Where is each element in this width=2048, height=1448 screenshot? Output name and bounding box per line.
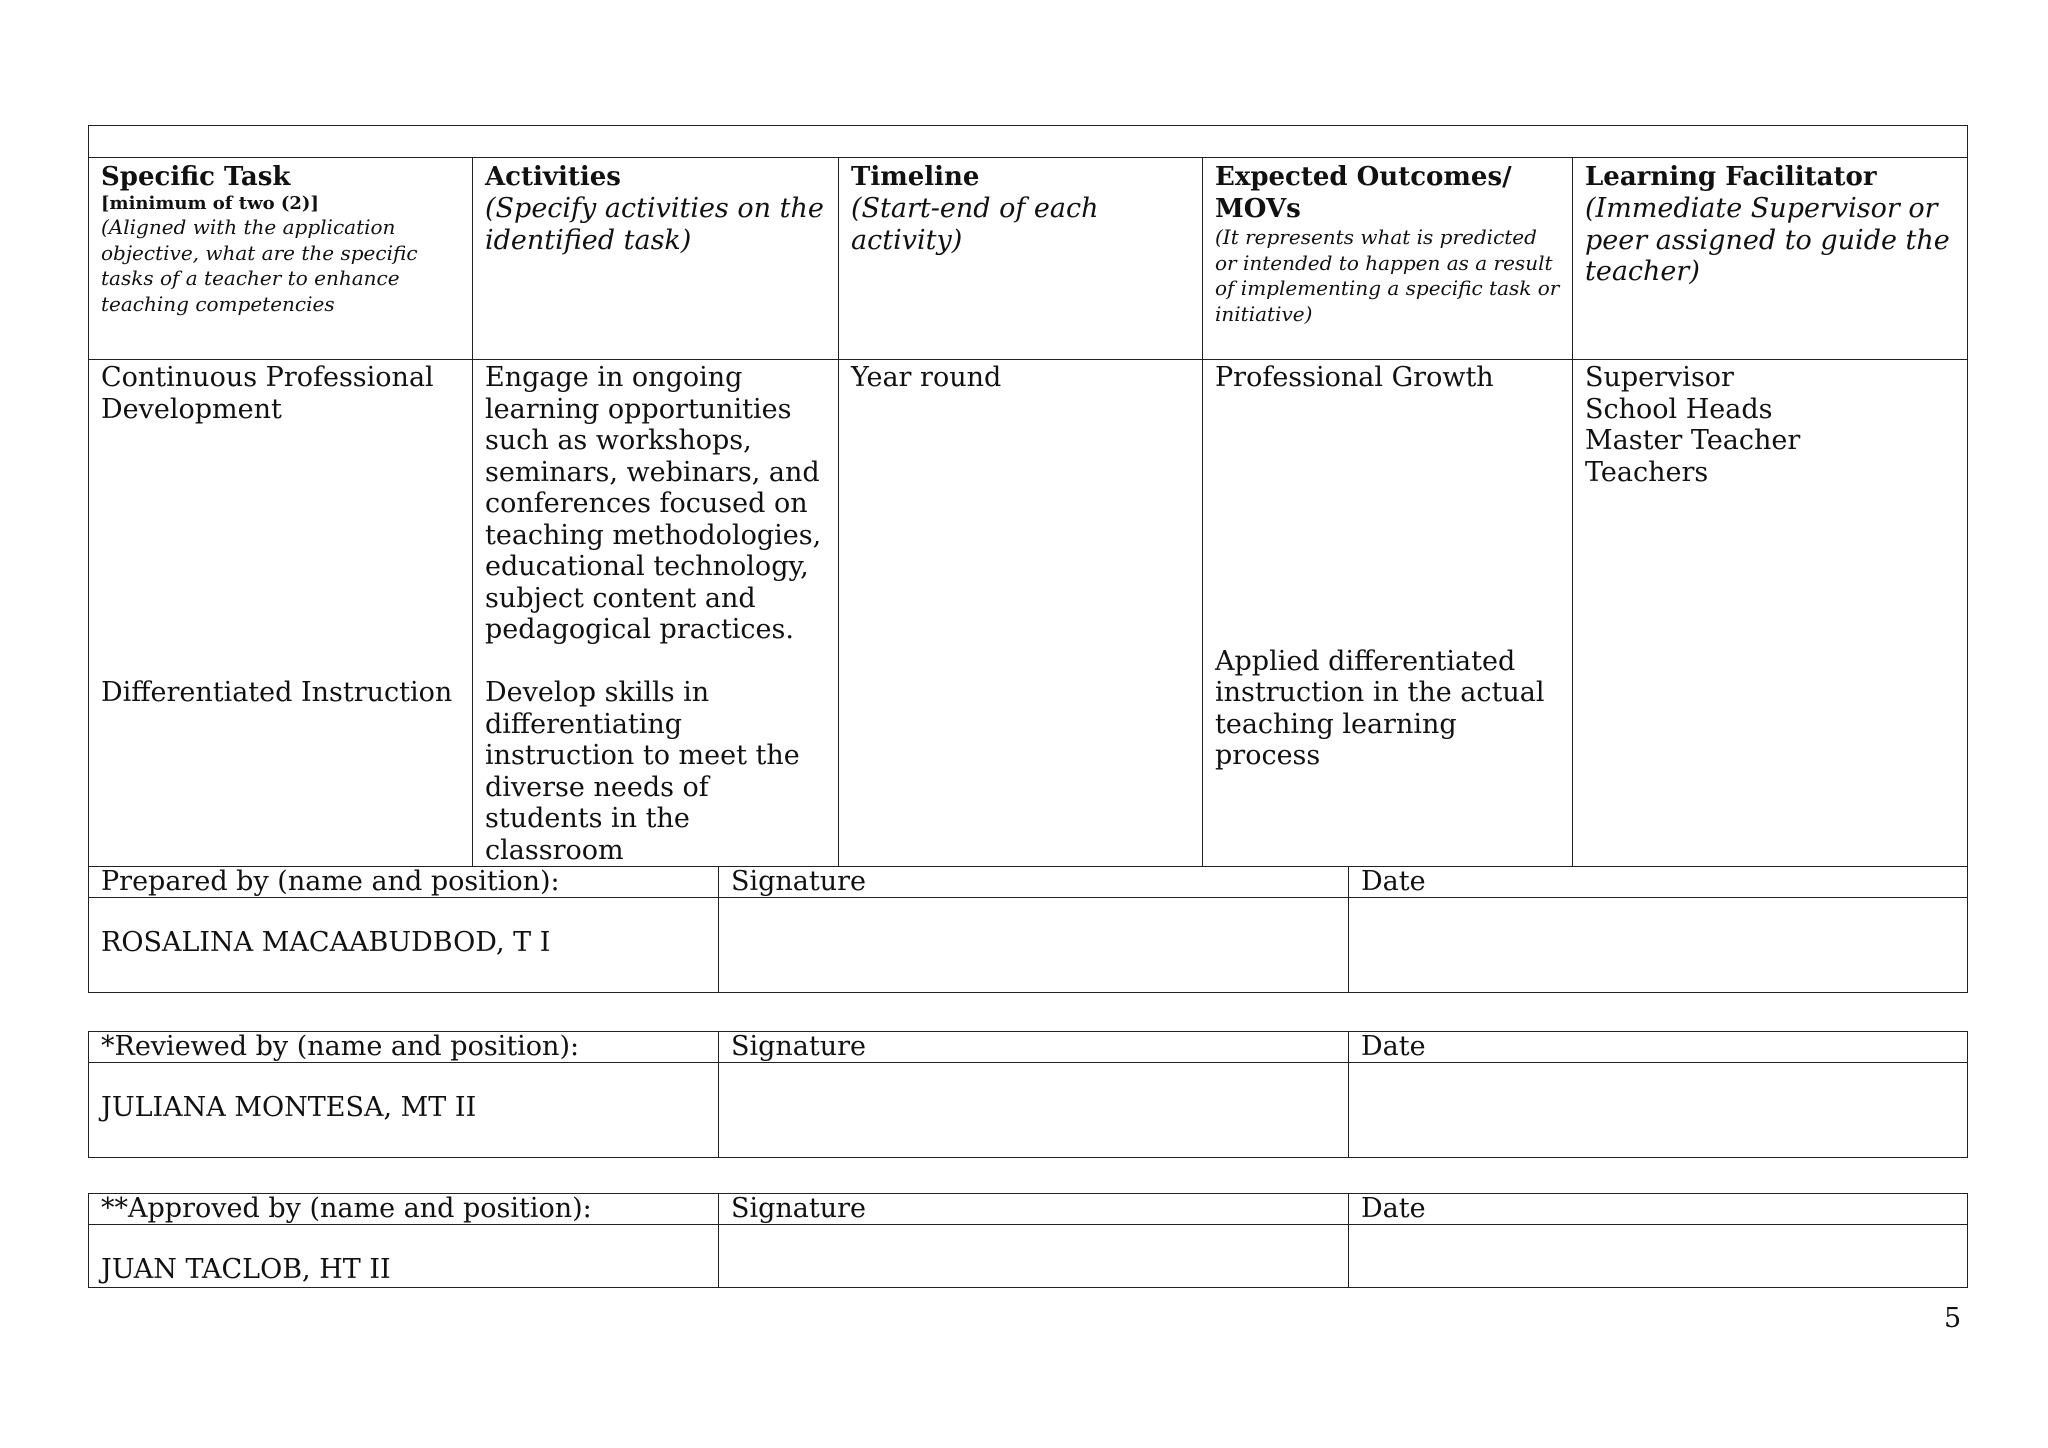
approved-by-label: **Approved by (name and position): <box>89 1194 719 1225</box>
header-learning-facilitator <box>1573 158 1968 360</box>
approved-by-table <box>88 1193 1968 1288</box>
task-2-expected-outcome: Applied differentiated instruction in the actual teaching learning process <box>1215 645 1545 771</box>
reviewed-name-row <box>89 1063 1968 1158</box>
reviewed-by-name: JULIANA MONTESA, MT II <box>101 1092 477 1123</box>
page-number: 5 <box>1944 1303 1962 1334</box>
approved-signature-field[interactable] <box>719 1225 1349 1288</box>
reviewed-signature-label: Signature <box>719 1032 1349 1063</box>
approved-name-cell <box>89 1225 719 1288</box>
prepared-name-row <box>89 898 1968 993</box>
expected-outcomes-cell <box>1203 360 1573 867</box>
prepared-date-label: Date <box>1349 867 1968 898</box>
reviewed-by-label: *Reviewed by (name and position): <box>89 1032 719 1063</box>
reviewed-date-field[interactable] <box>1349 1063 1968 1158</box>
approved-name-row <box>89 1225 1968 1288</box>
approved-date-field[interactable] <box>1349 1225 1968 1288</box>
blank-cell <box>89 126 1968 158</box>
table-body-row <box>89 360 1968 867</box>
header-expected-outcomes <box>1203 158 1573 360</box>
header-timeline-title: Timeline <box>851 162 980 192</box>
task-2-activities: Develop skills in differentiating instruction to meet the diverse needs of students in the classroom <box>485 677 800 866</box>
prepared-date-field[interactable] <box>1349 898 1968 993</box>
header-specific-task-title: Specific Task <box>101 162 291 192</box>
task-2-specific-task: Differentiated Instruction <box>101 677 453 708</box>
task-1-learning-facilitator: Supervisor School Heads Master Teacher Teachers <box>1585 362 1801 488</box>
reviewed-label-row <box>89 1032 1968 1063</box>
prepared-signature-label: Signature <box>719 867 1349 898</box>
header-specific-task-note: (Aligned with the application objective, what are the specific tasks of a teacher to enhance teaching competencies <box>101 215 418 316</box>
prepared-by-name: ROSALINA MACAABUDBOD, T I <box>101 927 551 958</box>
prepared-by-label: Prepared by (name and position): <box>89 867 719 898</box>
task-1-specific-task: Continuous Professional Development <box>101 362 434 425</box>
header-expected-outcomes-note: (It represents what is predicted or intended to happen as a result of implementing a specific task or initiative) <box>1215 225 1560 326</box>
approved-label-row <box>89 1194 1968 1225</box>
prepared-by-table <box>88 866 1968 993</box>
header-timeline <box>839 158 1203 360</box>
header-activities-title: Activities <box>485 162 621 192</box>
specific-task-cell <box>89 360 473 867</box>
development-plan-table <box>88 125 1968 867</box>
table-header-row <box>89 158 1968 360</box>
table-top-blank-row <box>89 126 1968 158</box>
approved-date-label: Date <box>1349 1194 1968 1225</box>
header-learning-facilitator-title: Learning Facilitator <box>1585 162 1877 192</box>
header-specific-task <box>89 158 473 360</box>
header-activities-note: (Specify activities on the identified task) <box>485 193 824 256</box>
prepared-label-row <box>89 867 1968 898</box>
header-timeline-note: (Start-end of each activity) <box>851 193 1099 256</box>
reviewed-by-table <box>88 1031 1968 1158</box>
approved-signature-label: Signature <box>719 1194 1349 1225</box>
task-1-expected-outcome: Professional Growth <box>1215 362 1494 393</box>
reviewed-date-label: Date <box>1349 1032 1968 1063</box>
task-1-timeline: Year round <box>851 362 1002 393</box>
timeline-cell <box>839 360 1203 867</box>
header-activities <box>473 158 839 360</box>
reviewed-name-cell <box>89 1063 719 1158</box>
header-specific-task-minimum: [minimum of two (2)] <box>101 193 319 214</box>
header-expected-outcomes-title: Expected Outcomes/ MOVs <box>1215 162 1512 224</box>
prepared-name-cell <box>89 898 719 993</box>
header-learning-facilitator-note: (Immediate Supervisor or peer assigned to guide the teacher) <box>1585 193 1950 287</box>
prepared-signature-field[interactable] <box>719 898 1349 993</box>
approved-by-name: JUAN TACLOB, HT II <box>101 1254 391 1285</box>
activities-cell <box>473 360 839 867</box>
task-1-activities: Engage in ongoing learning opportunities such as workshops, seminars, webinars, and conferences focused on teaching methodologies, educational technology, subject content and pedagogical practices. <box>485 362 822 645</box>
reviewed-signature-field[interactable] <box>719 1063 1349 1158</box>
learning-facilitator-cell <box>1573 360 1968 867</box>
